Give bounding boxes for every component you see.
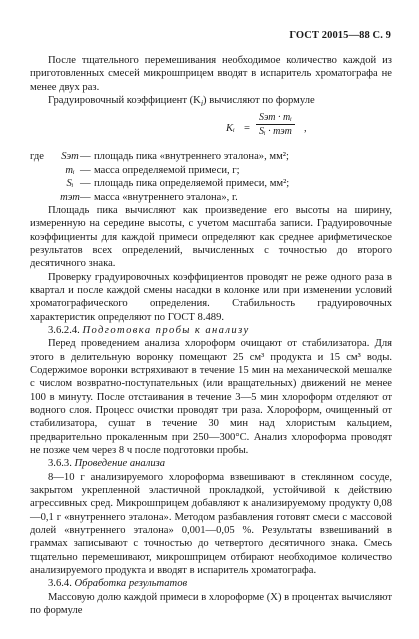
def-text: площадь пика определяемой примеси, мм²; (94, 178, 290, 190)
def-symbol: mᵢ (65, 164, 75, 176)
document-body (30, 54, 392, 618)
formula-equals: = (244, 123, 250, 135)
coef-intro-sub: i (200, 99, 204, 109)
def-dash: — (80, 164, 91, 176)
page-header: ГОСТ 20015—88 С. 9 (289, 30, 391, 41)
formula-comma: , (304, 123, 307, 135)
def-dash: — (80, 151, 91, 163)
paragraph-sample-prep: Перед проведением анализа хлороформ очищают от стабилизатора. Для этого в делительную воронку помещают 25 см³ продукта и 15 см³ воды. Содержимое воронки встряхивают в течение 15 мин на механической мешалке с числом возвратно-поступательных (или вращательных) движений не менее 100 в минуту. После отстаивания в течение 3—5 мин хлороформ отделяют от водного слоя. Процесс очистки проводят три раза. Хлороформ, очищенный от стабилизатора, сушат в течение 30 мин над хлористым кальцием, предварительно прокаленным при 250—300°С. Анализ хлороформа проводят не позже чем через 8 ч после подготовки пробы. (30, 338, 392, 457)
section-number: 3.6.2.4. (48, 324, 80, 336)
def-symbol: mэт (60, 191, 80, 203)
coef-intro-text: Градуировочный коэффициент (K (48, 95, 201, 107)
coef-intro-end: ) вычисляют по формуле (203, 95, 315, 107)
def-text: масса «внутреннего эталона», г. (94, 191, 238, 203)
paragraph-coefficient-intro (30, 94, 392, 110)
section-heading-results (30, 577, 392, 590)
paragraph-analysis: 8—10 г анализируемого хлороформа взвешивают в стеклянном сосуде, закрытом укрепленной эластичной прокладкой, устойчивой к действию агрессивных сред. Микрошприцем добавляют к анализируемому продукту 0,08—0,1 г «внутреннего эталона». Методом разбавления готовят смеси с массовой долей «внутреннего эталона» 0,001—0,05 %. Результаты взвешиваний в граммах записывают с точностью до четвертого десятичного знака. Смесь тщательно перемешивают, микрошприцем отбирают необходимое количество анализируемого продукта и вводят в испаритель хроматографа. (30, 471, 392, 577)
def-text: площадь пика «внутреннего эталона», мм²; (94, 151, 289, 163)
paragraph-mixing: После тщательного перемешивания необходимое количество каждой из приготовленных смесей микрошприцем вводят в испаритель хроматографа не менее двух раз. (30, 55, 392, 93)
paragraph-results: Массовую долю каждой примеси в хлороформе (X) в процентах вычисляют по формуле (30, 591, 392, 617)
def-symbol: Sᵢ (66, 178, 74, 190)
formula-numerator: Sэт · mᵢ (256, 112, 295, 125)
section-title: Обработка результатов (74, 578, 188, 590)
section-number: 3.6.4. (48, 578, 72, 590)
section-title: Подготовка пробы к анализу (82, 324, 250, 336)
def-dash: — (80, 178, 91, 190)
paragraph-peak-area: Площадь пика вычисляют как произведение его высоты на ширину, измеренную на середине высоты, с учетом масштаба записи. Градуировочные коэффициенты для каждой примеси определяют как среднее арифметическое результатов всех определений, вычисленных с точностью до второго десятичного знака. (30, 204, 392, 270)
paragraph-verification: Проверку градуировочных коэффициентов проводят не реже одного раза в квартал и после каждой смены насадки в колонке или при изменении условий хроматографического определения. Стабильность градуировочных характеристик определяют по ГОСТ 8.489. (30, 271, 392, 323)
section-number: 3.6.3. (48, 458, 72, 470)
section-heading-sample-prep (30, 324, 392, 337)
section-heading-analysis (30, 457, 392, 470)
formula-lhs: Kᵢ (226, 123, 235, 135)
def-text: масса определяемой примеси, г; (94, 164, 240, 176)
def-symbol: Sэт (61, 151, 79, 163)
section-title: Проведение анализа (74, 458, 166, 470)
variable-definitions (30, 150, 392, 203)
formula-coefficient (30, 110, 392, 150)
def-lead: где (30, 151, 44, 163)
formula-denominator: Sᵢ · mэт (259, 126, 292, 138)
def-dash: — (80, 191, 91, 203)
formula-fraction (256, 112, 295, 138)
